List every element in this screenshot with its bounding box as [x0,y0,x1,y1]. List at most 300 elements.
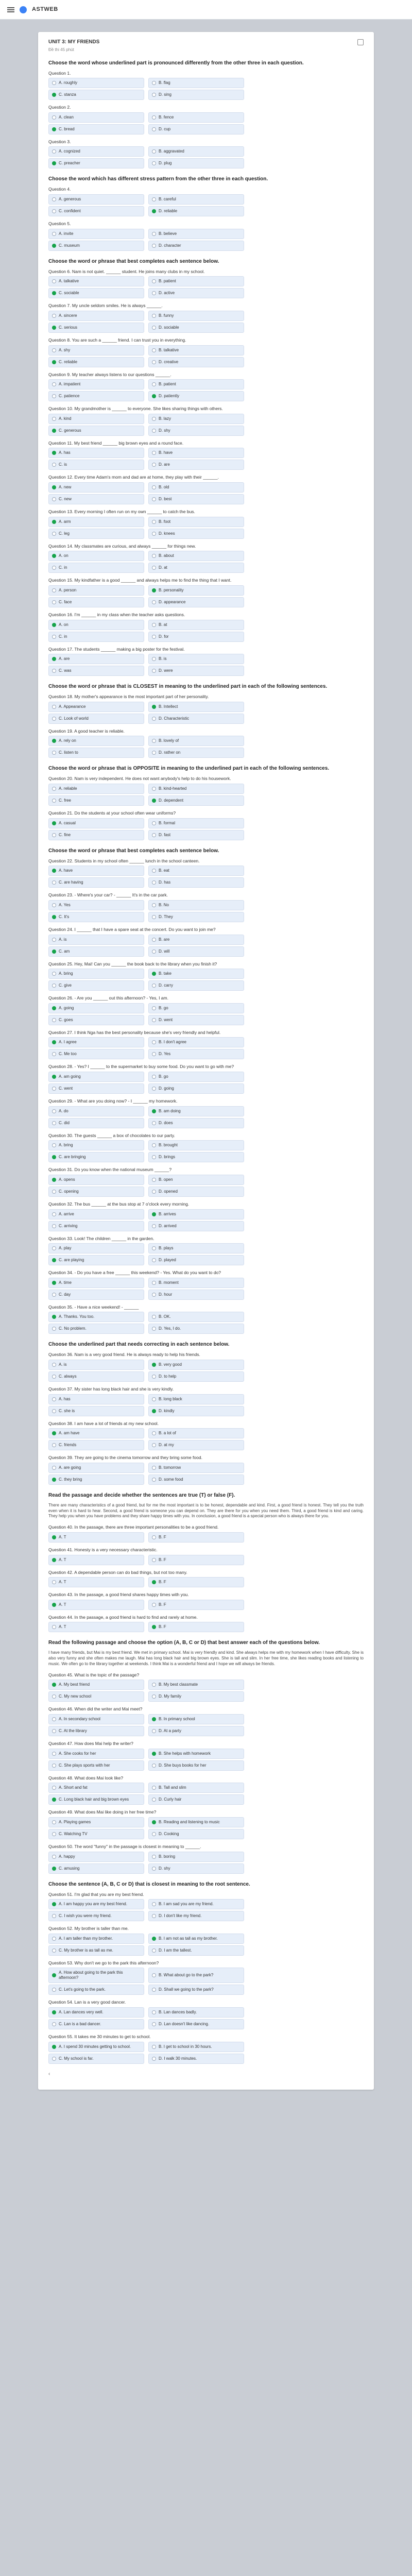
answer-option[interactable] [48,1829,144,1839]
answer-option[interactable] [148,1622,244,1632]
answer-option[interactable] [148,1015,244,1025]
answer-option[interactable] [148,946,244,957]
answer-option[interactable] [48,1749,144,1759]
answer-option[interactable] [48,448,144,458]
radio-icon[interactable] [152,382,156,386]
menu-icon[interactable] [7,7,14,12]
radio-icon[interactable] [152,1018,156,1022]
radio-icon[interactable] [52,1466,56,1470]
answer-option[interactable] [48,654,144,664]
answer-option[interactable] [48,900,144,910]
radio-icon[interactable] [152,326,156,330]
answer-option[interactable] [48,426,144,436]
answer-option[interactable] [48,494,144,504]
radio-icon[interactable] [152,833,156,837]
answer-option[interactable] [48,1221,144,1231]
answer-option[interactable] [48,1532,144,1543]
answer-option[interactable] [148,748,244,758]
radio-icon[interactable] [152,81,156,85]
answer-option[interactable] [148,1209,244,1219]
radio-icon[interactable] [152,1190,156,1194]
radio-icon[interactable] [52,463,56,467]
radio-checked-icon[interactable] [52,739,56,743]
radio-icon[interactable] [52,1694,56,1699]
radio-icon[interactable] [152,554,156,558]
radio-icon[interactable] [152,1729,156,1733]
answer-option[interactable] [48,1726,144,1736]
answer-option[interactable] [48,1312,144,1322]
answer-option[interactable] [48,414,144,424]
radio-checked-icon[interactable] [52,291,56,295]
answer-option[interactable] [48,1817,144,1827]
radio-checked-icon[interactable] [52,950,56,954]
radio-icon[interactable] [152,485,156,489]
radio-icon[interactable] [152,532,156,536]
answer-option[interactable] [148,124,244,134]
radio-checked-icon[interactable] [152,799,156,803]
answer-option[interactable] [48,1783,144,1793]
radio-icon[interactable] [152,1786,156,1790]
answer-option[interactable] [148,1783,244,1793]
answer-option[interactable] [148,1600,244,1610]
radio-icon[interactable] [52,1052,56,1056]
answer-option[interactable] [148,78,244,88]
radio-icon[interactable] [52,232,56,236]
answer-option[interactable] [48,1760,144,1771]
answer-option[interactable] [48,460,144,470]
radio-icon[interactable] [52,532,56,536]
radio-checked-icon[interactable] [152,1109,156,1113]
radio-icon[interactable] [152,869,156,873]
radio-checked-icon[interactable] [52,915,56,919]
answer-option[interactable] [148,736,244,746]
radio-icon[interactable] [152,566,156,570]
answer-option[interactable] [48,1049,144,1059]
radio-checked-icon[interactable] [52,127,56,131]
radio-icon[interactable] [52,2057,56,2061]
answer-option[interactable] [48,1003,144,1013]
answer-option[interactable] [148,1187,244,1197]
radio-icon[interactable] [152,1478,156,1482]
radio-checked-icon[interactable] [52,1683,56,1687]
answer-option[interactable] [148,830,244,840]
radio-icon[interactable] [152,600,156,604]
answer-option[interactable] [148,784,244,794]
answer-option[interactable] [48,1140,144,1150]
radio-icon[interactable] [52,1948,56,1953]
radio-icon[interactable] [152,244,156,248]
answer-option[interactable] [48,1209,144,1219]
answer-option[interactable] [48,90,144,100]
radio-icon[interactable] [52,115,56,120]
answer-option[interactable] [148,1083,244,1094]
answer-option[interactable] [148,448,244,458]
radio-checked-icon[interactable] [152,1580,156,1584]
answer-option[interactable] [148,323,244,333]
radio-icon[interactable] [152,1143,156,1147]
answer-option[interactable] [148,311,244,321]
answer-option[interactable] [148,654,244,664]
answer-option[interactable] [48,357,144,367]
answer-option[interactable] [48,1985,144,1995]
radio-icon[interactable] [152,1121,156,1125]
back-button[interactable]: ‹ [48,2071,50,2077]
answer-option[interactable] [148,1140,244,1150]
answer-option[interactable] [148,980,244,991]
radio-icon[interactable] [52,1109,56,1113]
radio-icon[interactable] [52,880,56,885]
radio-checked-icon[interactable] [152,1363,156,1367]
radio-icon[interactable] [152,984,156,988]
radio-icon[interactable] [52,984,56,988]
radio-icon[interactable] [152,1798,156,1802]
answer-option[interactable] [148,2019,244,2029]
answer-option[interactable] [148,1852,244,1862]
radio-icon[interactable] [152,429,156,433]
share-icon[interactable] [357,39,364,45]
radio-checked-icon[interactable] [52,1867,56,1871]
radio-icon[interactable] [152,417,156,421]
answer-option[interactable] [48,1118,144,1128]
radio-icon[interactable] [52,1729,56,1733]
radio-icon[interactable] [52,1087,56,1091]
radio-checked-icon[interactable] [152,588,156,592]
answer-option[interactable] [48,2019,144,2029]
radio-checked-icon[interactable] [152,972,156,976]
answer-option[interactable] [48,1324,144,1334]
radio-checked-icon[interactable] [52,429,56,433]
radio-icon[interactable] [152,1558,156,1562]
radio-icon[interactable] [152,1973,156,1977]
radio-checked-icon[interactable] [52,1155,56,1159]
radio-icon[interactable] [152,1694,156,1699]
answer-option[interactable] [48,345,144,355]
radio-icon[interactable] [52,1786,56,1790]
answer-option[interactable] [148,1749,244,1759]
radio-icon[interactable] [152,1246,156,1250]
answer-option[interactable] [48,784,144,794]
answer-option[interactable] [148,1899,244,1909]
radio-icon[interactable] [152,751,156,755]
answer-option[interactable] [48,288,144,298]
radio-checked-icon[interactable] [52,1973,56,1977]
radio-icon[interactable] [52,1397,56,1401]
answer-option[interactable] [148,1037,244,1047]
answer-option[interactable] [148,2042,244,2052]
radio-icon[interactable] [152,2010,156,2014]
radio-icon[interactable] [52,1190,56,1194]
answer-option[interactable] [148,1911,244,1921]
answer-option[interactable] [48,1083,144,1094]
radio-checked-icon[interactable] [152,1212,156,1216]
answer-option[interactable] [48,1945,144,1956]
radio-checked-icon[interactable] [52,1478,56,1482]
radio-icon[interactable] [52,751,56,755]
answer-option[interactable] [48,1911,144,1921]
answer-option[interactable] [148,1049,244,1059]
radio-icon[interactable] [152,1075,156,1079]
answer-option[interactable] [48,2007,144,2018]
answer-option[interactable] [48,1794,144,1805]
radio-checked-icon[interactable] [52,1315,56,1319]
radio-icon[interactable] [152,1155,156,1159]
answer-option[interactable] [48,78,144,88]
radio-checked-icon[interactable] [52,360,56,364]
radio-checked-icon[interactable] [52,1075,56,1079]
radio-icon[interactable] [52,149,56,154]
radio-icon[interactable] [152,950,156,954]
answer-option[interactable] [148,1829,244,1839]
answer-option[interactable] [48,818,144,828]
radio-checked-icon[interactable] [152,1409,156,1413]
radio-icon[interactable] [152,1040,156,1044]
answer-option[interactable] [48,391,144,401]
answer-option[interactable] [48,1290,144,1300]
radio-icon[interactable] [152,938,156,942]
radio-icon[interactable] [152,1281,156,1285]
answer-option[interactable] [48,112,144,123]
answer-option[interactable] [148,158,244,168]
radio-checked-icon[interactable] [152,1717,156,1721]
answer-option[interactable] [148,1680,244,1690]
radio-icon[interactable] [152,1914,156,1918]
radio-icon[interactable] [152,657,156,661]
radio-icon[interactable] [152,787,156,791]
answer-option[interactable] [148,585,244,596]
answer-option[interactable] [148,1440,244,1450]
radio-checked-icon[interactable] [152,394,156,398]
radio-icon[interactable] [52,394,56,398]
radio-icon[interactable] [52,635,56,639]
radio-icon[interactable] [52,600,56,604]
answer-option[interactable] [148,345,244,355]
radio-checked-icon[interactable] [52,2010,56,2014]
radio-icon[interactable] [52,1409,56,1413]
answer-option[interactable] [48,206,144,216]
answer-option[interactable] [48,620,144,630]
answer-option[interactable] [148,1555,244,1565]
answer-option[interactable] [48,980,144,991]
radio-icon[interactable] [152,127,156,131]
answer-option[interactable] [148,900,244,910]
answer-option[interactable] [148,714,244,724]
radio-icon[interactable] [52,81,56,85]
answer-option[interactable] [48,1622,144,1632]
answer-option[interactable] [148,1406,244,1416]
answer-option[interactable] [148,1371,244,1382]
answer-option[interactable] [148,1532,244,1543]
answer-option[interactable] [48,702,144,712]
answer-option[interactable] [48,551,144,561]
radio-icon[interactable] [152,1683,156,1687]
answer-option[interactable] [148,1475,244,1485]
radio-icon[interactable] [152,314,156,318]
radio-icon[interactable] [52,833,56,837]
radio-icon[interactable] [152,115,156,120]
answer-option[interactable] [48,1577,144,1587]
radio-icon[interactable] [152,1902,156,1906]
answer-option[interactable] [148,2007,244,2018]
answer-option[interactable] [48,1555,144,1565]
answer-option[interactable] [148,912,244,922]
radio-icon[interactable] [52,1375,56,1379]
answer-option[interactable] [48,736,144,746]
radio-icon[interactable] [52,669,56,673]
answer-option[interactable] [48,1406,144,1416]
answer-option[interactable] [48,877,144,888]
answer-option[interactable] [148,517,244,527]
answer-option[interactable] [48,1680,144,1690]
answer-option[interactable] [148,529,244,539]
answer-option[interactable] [148,1934,244,1944]
answer-option[interactable] [48,241,144,251]
answer-option[interactable] [148,597,244,607]
radio-icon[interactable] [152,2057,156,2061]
answer-option[interactable] [48,912,144,922]
radio-icon[interactable] [52,938,56,942]
answer-option[interactable] [148,1324,244,1334]
radio-icon[interactable] [152,915,156,919]
answer-option[interactable] [148,206,244,216]
radio-icon[interactable] [152,161,156,165]
answer-option[interactable] [148,1118,244,1128]
radio-checked-icon[interactable] [52,326,56,330]
radio-icon[interactable] [152,1258,156,1262]
answer-option[interactable] [148,1106,244,1116]
radio-icon[interactable] [152,1764,156,1768]
answer-option[interactable] [148,702,244,712]
radio-icon[interactable] [152,360,156,364]
answer-option[interactable] [48,1600,144,1610]
answer-option[interactable] [148,818,244,828]
radio-icon[interactable] [152,1948,156,1953]
brand-logo-icon[interactable] [20,6,27,13]
radio-checked-icon[interactable] [52,623,56,627]
answer-option[interactable] [48,529,144,539]
radio-icon[interactable] [52,1443,56,1447]
radio-icon[interactable] [52,1121,56,1125]
answer-option[interactable] [148,482,244,493]
answer-option[interactable] [48,1175,144,1185]
radio-icon[interactable] [152,149,156,154]
radio-icon[interactable] [52,1018,56,1022]
answer-option[interactable] [48,1072,144,1082]
radio-checked-icon[interactable] [52,1558,56,1562]
radio-icon[interactable] [152,880,156,885]
radio-checked-icon[interactable] [52,1798,56,1802]
answer-option[interactable] [48,1152,144,1162]
answer-option[interactable] [48,379,144,389]
radio-icon[interactable] [152,1988,156,1992]
answer-option[interactable] [48,597,144,607]
answer-option[interactable] [48,946,144,957]
answer-option[interactable] [48,1691,144,1702]
answer-option[interactable] [48,714,144,724]
radio-checked-icon[interactable] [52,1535,56,1539]
answer-option[interactable] [48,1463,144,1473]
answer-option[interactable] [48,866,144,876]
answer-option[interactable] [48,1934,144,1944]
answer-option[interactable] [148,276,244,286]
answer-option[interactable] [148,194,244,205]
answer-option[interactable] [48,1440,144,1450]
radio-icon[interactable] [152,93,156,97]
answer-option[interactable] [148,1428,244,1438]
radio-checked-icon[interactable] [52,1178,56,1182]
radio-checked-icon[interactable] [152,1752,156,1756]
radio-checked-icon[interactable] [52,657,56,661]
answer-option[interactable] [148,1463,244,1473]
answer-option[interactable] [148,1255,244,1265]
answer-option[interactable] [148,426,244,436]
radio-checked-icon[interactable] [52,451,56,455]
radio-icon[interactable] [152,1855,156,1859]
answer-option[interactable] [148,90,244,100]
answer-option[interactable] [48,585,144,596]
answer-option[interactable] [148,391,244,401]
answer-option[interactable] [48,1371,144,1382]
answer-option[interactable] [48,1899,144,1909]
radio-icon[interactable] [52,1224,56,1228]
answer-option[interactable] [148,1863,244,1874]
answer-option[interactable] [48,1852,144,1862]
answer-option[interactable] [148,1760,244,1771]
answer-option[interactable] [48,229,144,239]
answer-option[interactable] [48,1037,144,1047]
answer-option[interactable] [148,494,244,504]
answer-option[interactable] [148,1945,244,1956]
radio-icon[interactable] [152,2045,156,2049]
answer-option[interactable] [148,1003,244,1013]
answer-option[interactable] [48,935,144,945]
answer-option[interactable] [148,1794,244,1805]
radio-checked-icon[interactable] [52,821,56,825]
answer-option[interactable] [48,830,144,840]
answer-option[interactable] [148,1394,244,1404]
radio-icon[interactable] [52,717,56,721]
radio-icon[interactable] [152,1087,156,1091]
radio-icon[interactable] [52,588,56,592]
radio-icon[interactable] [152,623,156,627]
answer-option[interactable] [148,935,244,945]
radio-checked-icon[interactable] [152,1820,156,1824]
radio-checked-icon[interactable] [52,1431,56,1435]
answer-option[interactable] [48,748,144,758]
radio-icon[interactable] [152,669,156,673]
answer-option[interactable] [48,1968,144,1983]
radio-icon[interactable] [52,1580,56,1584]
brand-name[interactable]: ASTWEB [32,6,58,12]
radio-icon[interactable] [152,1397,156,1401]
radio-icon[interactable] [152,1832,156,1836]
radio-checked-icon[interactable] [52,554,56,558]
answer-option[interactable] [148,1968,244,1983]
answer-option[interactable] [148,969,244,979]
answer-option[interactable] [148,1278,244,1288]
radio-icon[interactable] [152,497,156,501]
answer-option[interactable] [148,795,244,806]
answer-option[interactable] [148,866,244,876]
radio-icon[interactable] [152,1006,156,1010]
radio-icon[interactable] [152,197,156,201]
radio-icon[interactable] [152,520,156,524]
radio-icon[interactable] [152,1466,156,1470]
answer-option[interactable] [148,1312,244,1322]
radio-icon[interactable] [152,1867,156,1871]
radio-icon[interactable] [52,348,56,352]
radio-icon[interactable] [52,1855,56,1859]
answer-option[interactable] [48,2054,144,2064]
